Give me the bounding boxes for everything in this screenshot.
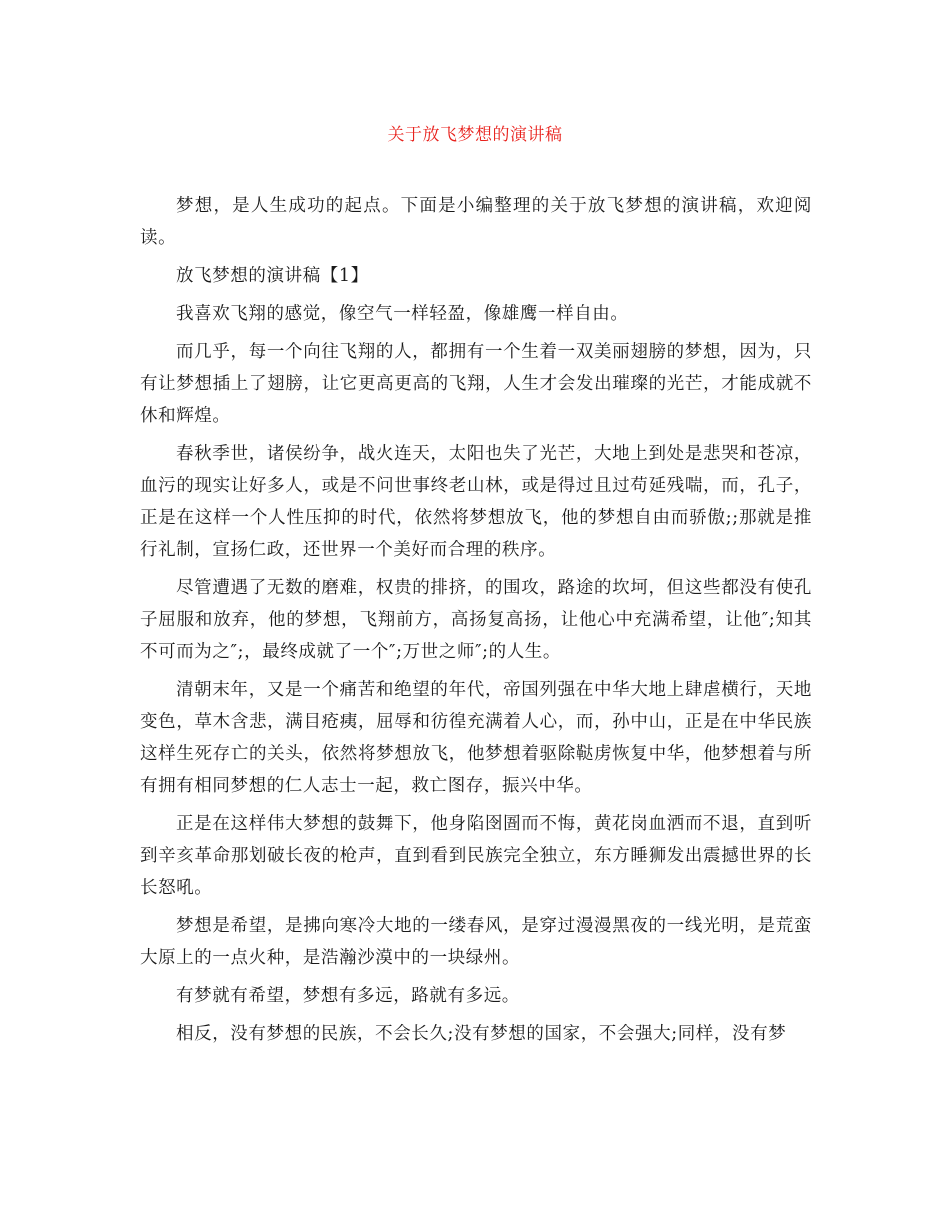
document-title: 关于放飞梦想的演讲稿: [387, 125, 563, 145]
section-heading: 放飞梦想的演讲稿【1】: [176, 266, 369, 286]
paragraph: 相反，没有梦想的民族，不会长久;没有梦想的国家，不会强大;同样，没有梦: [176, 1024, 787, 1044]
document-body: [140, 190, 812, 1056]
paragraph: 正是在这样伟大梦想的鼓舞下，他身陷囹圄而不悔，黄花岗血洒而不退，直到听到辛亥革命那划破长夜的枪声，直到看到民族完全独立，东方睡狮发出震撼世界的长长怒吼。: [140, 814, 812, 898]
paragraph: 我喜欢飞翔的感觉，像空气一样轻盈，像雄鹰一样自由。: [176, 304, 629, 324]
paragraph: 清朝末年，又是一个痛苦和绝望的年代，帝国列强在中华大地上肆虐横行，天地变色，草木含悲，满目疮痍，屈辱和彷徨充满着人心，而，孙中山，正是在中华民族这样生死存亡的关头，依然将梦想放飞，他梦想着驱除鞑虏恢复中华，他梦想着与所有拥有相同梦想的仁人志士一起，救亡图存，振兴中华。: [140, 680, 812, 796]
paragraph: 而几乎，每一个向往飞翔的人，都拥有一个生着一双美丽翅膀的梦想，因为，只有让梦想插上了翅膀，让它更高更高的飞翔，人生才会发出璀璨的光芒，才能成就不休和辉煌。: [140, 342, 812, 426]
paragraph-intro: 梦想，是人生成功的起点。下面是小编整理的关于放飞梦想的演讲稿，欢迎阅读。: [140, 196, 812, 248]
paragraph: 梦想是希望，是拂向寒冷大地的一缕春风，是穿过漫漫黑夜的一线光明，是荒蛮大原上的一点火种，是浩瀚沙漠中的一块绿州。: [140, 916, 812, 968]
paragraph: 有梦就有希望，梦想有多远，路就有多远。: [176, 986, 520, 1006]
paragraph: 春秋季世，诸侯纷争，战火连天，太阳也失了光芒，大地上到处是悲哭和苍凉，血污的现实让好多人，或是不问世事终老山林，或是得过且过苟延残喘，而，孔子，正是在这样一个人性压抑的时代，依然将梦想放飞，他的梦想自由而骄傲;;那就是推行礼制，宣扬仁政，还世界一个美好而合理的秩序。: [140, 444, 812, 560]
paragraph: 尽管遭遇了无数的磨难，权贵的排挤，的围攻，路途的坎坷，但这些都没有使孔子屈服和放弃，他的梦想，飞翔前方，高扬复高扬，让他心中充满希望，让他″;知其不可而为之″;，最终成就了一个″;万世之师″;的人生。: [140, 578, 812, 662]
